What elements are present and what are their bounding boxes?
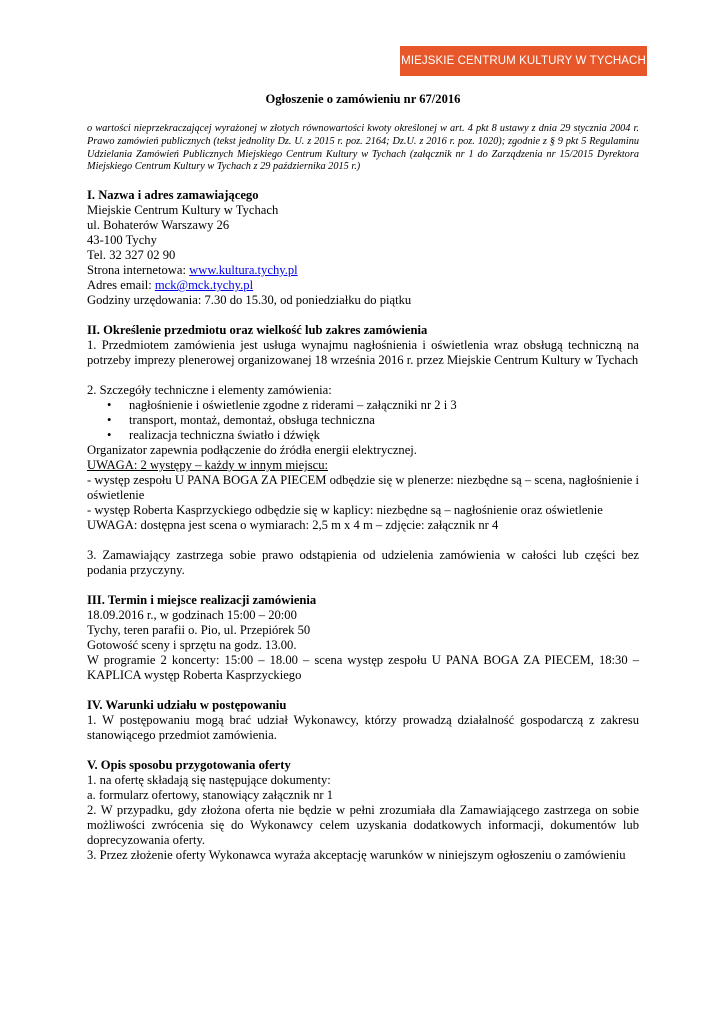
section-subject xyxy=(87,323,639,578)
website-link[interactable]: www.kultura.tychy.pl xyxy=(189,263,298,278)
offer-paragraph-1a: a. formularz ofertowy, stanowiący załącznik nr 1 xyxy=(87,788,334,803)
event-date: 18.09.2016 r., w godzinach 15:00 – 20:00 xyxy=(87,608,297,623)
performance-1: - występ zespołu U PANA BOGA ZA PIECEM odbędzie się w plenerze: niezbędne są – scena, nagłośnienie i oświetlenie xyxy=(87,473,639,503)
section-heading: V. Opis sposobu przygotowania oferty xyxy=(87,758,291,773)
email-link[interactable]: mck@mck.tychy.pl xyxy=(154,278,254,293)
list-item-text: realizacja techniczna światło i dźwięk xyxy=(129,428,320,443)
list-item xyxy=(107,398,639,413)
event-program: W programie 2 koncerty: 15:00 – 18.00 – scena występ zespołu U PANA BOGA ZA PIECEM, 18:30 – KAPLICA występ Roberta Kasprzyckiego xyxy=(87,653,639,683)
org-hours: Godziny urzędowania: 7.30 do 15.30, od poniedziałku do piątku xyxy=(87,293,412,308)
technical-list xyxy=(87,398,639,443)
document-intro: o wartości nieprzekraczającej wyrażonej w złotych równowartości kwoty określonej w art. 4 pkt 8 ustawy z dnia 29 stycznia 2004 r. Prawo zamówień publicznych (tekst jednolity Dz. U. z 2015 r. poz. 2164; Dz.U. z 2016 r. poz. 1020); zgodnie z § 9 pkt 5 Regulaminu Udzielania Zamówień Publicznych Miejskiego Centrum Kultury w Tychach (załącznik nr 1 do Zarządzenia nr 15/2015 Dyrektora Miejskiego Centrum Kultury w Tychach z 29 października 2015 r.) xyxy=(87,123,639,173)
org-name: Miejskie Centrum Kultury w Tychach xyxy=(87,203,279,218)
website-label: Strona internetowa: xyxy=(87,263,190,278)
section-date-place xyxy=(87,593,639,683)
subject-paragraph-1: 1. Przedmiotem zamówienia jest usługa wynajmu nagłośnienia i oświetlenia wraz obsługą techniczną na potrzeby imprezy plenerowej organizowanej 18 września 2016 r. przez Miejskie Centrum Kultury w Tychach xyxy=(87,338,639,368)
section-ordering-party xyxy=(87,188,639,308)
list-item xyxy=(107,413,639,428)
org-website-row xyxy=(87,263,639,278)
document-title: Ogłoszenie o zamówieniu nr 67/2016 xyxy=(265,92,461,106)
header-banner: MIEJSKIE CENTRUM KULTURY W TYCHACH xyxy=(400,46,647,76)
email-label: Adres email: xyxy=(87,278,155,293)
bullet-icon: • xyxy=(107,428,112,443)
conditions-paragraph-1: 1. W postępowaniu mogą brać udział Wykonawcy, którzy prowadzą działalność gospodarczą z zakresu stanowiącego przedmiot zamówienia. xyxy=(87,713,639,743)
org-city: 43-100 Tychy xyxy=(87,233,157,248)
org-street: ul. Bohaterów Warszawy 26 xyxy=(87,218,230,233)
offer-paragraph-2: 2. W przypadku, gdy złożona oferta nie będzie w pełni zrozumiała dla Zamawiającego zastrzega on sobie możliwości zwrócenia się do Wykonawcy celem uzyskania dodatkowych informacji, dokumentów lub doprecyzowania oferty. xyxy=(87,803,639,848)
list-item-text: transport, montaż, demontaż, obsługa techniczna xyxy=(129,413,375,428)
power-note: Organizator zapewnia podłączenie do źródła energii elektrycznej. xyxy=(87,443,417,458)
section-conditions xyxy=(87,698,639,743)
list-item-text: nagłośnienie i oświetlenie zgodne z riderami – załączniki nr 2 i 3 xyxy=(129,398,457,413)
spacer xyxy=(87,368,639,383)
list-item xyxy=(107,428,639,443)
document-body xyxy=(87,92,639,863)
bullet-icon: • xyxy=(107,413,112,428)
notice-two-performances: UWAGA: 2 występy – każdy w innym miejscu: xyxy=(87,458,328,473)
bullet-icon: • xyxy=(107,398,112,413)
notice-stage: UWAGA: dostępna jest scena o wymiarach: 2,5 m x 4 m – zdjęcie: załącznik nr 4 xyxy=(87,518,499,533)
event-place: Tychy, teren parafii o. Pio, ul. Przepiórek 50 xyxy=(87,623,311,638)
subject-paragraph-2: 2. Szczegóły techniczne i elementy zamówienia: xyxy=(87,383,332,398)
offer-paragraph-1: 1. na ofertę składają się następujące dokumenty: xyxy=(87,773,331,788)
org-phone: Tel. 32 327 02 90 xyxy=(87,248,176,263)
org-email-row xyxy=(87,278,639,293)
event-ready-time: Gotowość sceny i sprzętu na godz. 13.00. xyxy=(87,638,297,653)
section-heading: III. Termin i miejsce realizacji zamówienia xyxy=(87,593,317,608)
performance-2: - występ Roberta Kasprzyckiego odbędzie się w kaplicy: niezbędne są – nagłośnienie oraz oświetlenie xyxy=(87,503,603,518)
offer-paragraph-3: 3. Przez złożenie oferty Wykonawca wyraża akceptację warunków w niniejszym ogłoszeniu o zamówieniu xyxy=(87,848,626,863)
spacer xyxy=(87,533,639,548)
subject-paragraph-3: 3. Zamawiający zastrzega sobie prawo odstąpienia od udzielenia zamówienia w całości lub części bez podania przyczyny. xyxy=(87,548,639,578)
section-offer xyxy=(87,758,639,863)
section-heading: II. Określenie przedmiotu oraz wielkość lub zakres zamówienia xyxy=(87,323,428,338)
section-heading: I. Nazwa i adres zamawiającego xyxy=(87,188,259,203)
section-heading: IV. Warunki udziału w postępowaniu xyxy=(87,698,287,713)
